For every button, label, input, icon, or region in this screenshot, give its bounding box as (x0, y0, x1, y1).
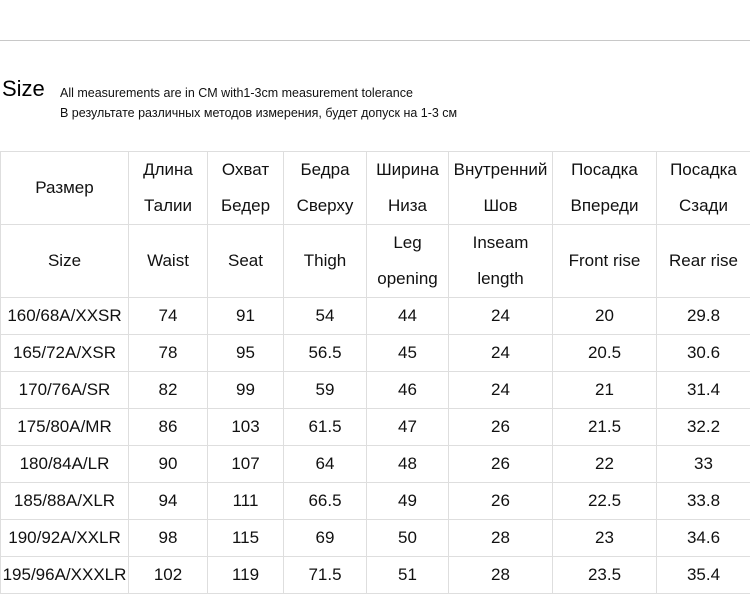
header-text: Низа (387, 196, 428, 215)
cell-seat: 119 (208, 557, 284, 594)
table-row (1, 483, 750, 520)
header-cell-leg-opening (367, 152, 449, 225)
cell-leg-opening: 46 (367, 372, 449, 409)
cell-inseam: 24 (449, 298, 553, 335)
header-row-en (1, 225, 750, 298)
cell-front-rise: 22.5 (553, 483, 657, 520)
header-cell-waist (129, 152, 208, 225)
header-text: Leg (393, 233, 422, 252)
header-cell-leg-opening (367, 225, 449, 298)
cell-waist: 86 (129, 409, 208, 446)
cell-front-rise: 23 (553, 520, 657, 557)
cell-leg-opening: 48 (367, 446, 449, 483)
size-chart-table (0, 151, 750, 594)
header-text: Waist (147, 251, 189, 270)
cell-seat: 99 (208, 372, 284, 409)
header-text: Посадка (670, 160, 737, 179)
cell-thigh: 64 (284, 446, 367, 483)
header-text: Внутренний (453, 160, 548, 179)
cell-seat: 95 (208, 335, 284, 372)
measurement-note-en: All measurements are in CM with1-3cm measurement tolerance (60, 86, 413, 100)
header-cell-front-rise (553, 225, 657, 298)
cell-thigh: 59 (284, 372, 367, 409)
cell-thigh: 69 (284, 520, 367, 557)
cell-seat: 115 (208, 520, 284, 557)
header-text: Front rise (568, 251, 641, 270)
cell-waist: 102 (129, 557, 208, 594)
cell-thigh: 71.5 (284, 557, 367, 594)
header-text: Бедер (220, 196, 271, 215)
header-text: Size (47, 251, 82, 270)
table-row (1, 298, 750, 335)
cell-waist: 98 (129, 520, 208, 557)
header-row-ru (1, 152, 750, 225)
cell-rear-rise: 30.6 (657, 335, 750, 372)
header-cell-seat (208, 225, 284, 298)
header-text: Талии (144, 196, 192, 215)
page-title: Size (2, 76, 45, 101)
header-text: Ширина (376, 160, 439, 179)
cell-seat: 107 (208, 446, 284, 483)
cell-front-rise: 23.5 (553, 557, 657, 594)
header-text: Длина (143, 160, 193, 179)
cell-size: 195/96A/XXXLR (1, 557, 129, 594)
table-row (1, 372, 750, 409)
cell-rear-rise: 33.8 (657, 483, 750, 520)
cell-front-rise: 22 (553, 446, 657, 483)
cell-seat: 111 (208, 483, 284, 520)
cell-size: 170/76A/SR (1, 372, 129, 409)
header-text: Сверху (296, 196, 354, 215)
cell-inseam: 24 (449, 335, 553, 372)
cell-thigh: 56.5 (284, 335, 367, 372)
cell-waist: 90 (129, 446, 208, 483)
table-row (1, 557, 750, 594)
cell-thigh: 54 (284, 298, 367, 335)
cell-size: 165/72A/XSR (1, 335, 129, 372)
header-text: opening (377, 269, 438, 288)
cell-rear-rise: 32.2 (657, 409, 750, 446)
measurement-note-ru: В результате различных методов измерения, будет допуск на 1-3 см (60, 106, 458, 120)
header-cell-inseam (449, 225, 553, 298)
header-text: Посадка (571, 160, 638, 179)
cell-size: 185/88A/XLR (1, 483, 129, 520)
header-text: Seat (228, 251, 263, 270)
cell-size: 180/84A/LR (1, 446, 129, 483)
cell-inseam: 26 (449, 446, 553, 483)
table-row (1, 520, 750, 557)
table-row (1, 335, 750, 372)
cell-thigh: 66.5 (284, 483, 367, 520)
cell-rear-rise: 31.4 (657, 372, 750, 409)
header-text: Thigh (303, 251, 347, 270)
cell-inseam: 24 (449, 372, 553, 409)
cell-thigh: 61.5 (284, 409, 367, 446)
cell-seat: 103 (208, 409, 284, 446)
cell-leg-opening: 47 (367, 409, 449, 446)
header-cell-front-rise (553, 152, 657, 225)
top-divider (0, 40, 750, 41)
cell-seat: 91 (208, 298, 284, 335)
cell-front-rise: 21 (553, 372, 657, 409)
cell-front-rise: 21.5 (553, 409, 657, 446)
cell-waist: 94 (129, 483, 208, 520)
header-text: Бедра (300, 160, 350, 179)
cell-front-rise: 20 (553, 298, 657, 335)
cell-waist: 78 (129, 335, 208, 372)
header-text: Впереди (570, 196, 639, 215)
cell-rear-rise: 29.8 (657, 298, 750, 335)
header-text: Inseam (472, 233, 529, 252)
table-row (1, 446, 750, 483)
cell-size: 190/92A/XXLR (1, 520, 129, 557)
cell-inseam: 26 (449, 409, 553, 446)
header-cell-size (1, 152, 129, 225)
cell-waist: 82 (129, 372, 208, 409)
header-cell-seat (208, 152, 284, 225)
cell-rear-rise: 35.4 (657, 557, 750, 594)
cell-inseam: 28 (449, 520, 553, 557)
header-cell-inseam (449, 152, 553, 225)
table-row (1, 409, 750, 446)
cell-leg-opening: 50 (367, 520, 449, 557)
header-text: Размер (35, 178, 94, 197)
header-cell-thigh (284, 225, 367, 298)
cell-leg-opening: 45 (367, 335, 449, 372)
header-text: Шов (483, 196, 518, 215)
cell-inseam: 26 (449, 483, 553, 520)
cell-rear-rise: 33 (657, 446, 750, 483)
header-text: length (477, 269, 524, 288)
header-text: Охват (221, 160, 270, 179)
header-cell-thigh (284, 152, 367, 225)
header-text: Rear rise (669, 251, 738, 270)
header-cell-size (1, 225, 129, 298)
cell-leg-opening: 44 (367, 298, 449, 335)
cell-waist: 74 (129, 298, 208, 335)
header-text: Сзади (679, 196, 728, 215)
header-cell-rear-rise (657, 152, 750, 225)
header-cell-rear-rise (657, 225, 750, 298)
cell-inseam: 28 (449, 557, 553, 594)
cell-leg-opening: 49 (367, 483, 449, 520)
header-cell-waist (129, 225, 208, 298)
cell-size: 175/80A/MR (1, 409, 129, 446)
cell-leg-opening: 51 (367, 557, 449, 594)
cell-rear-rise: 34.6 (657, 520, 750, 557)
cell-size: 160/68A/XXSR (1, 298, 129, 335)
cell-front-rise: 20.5 (553, 335, 657, 372)
